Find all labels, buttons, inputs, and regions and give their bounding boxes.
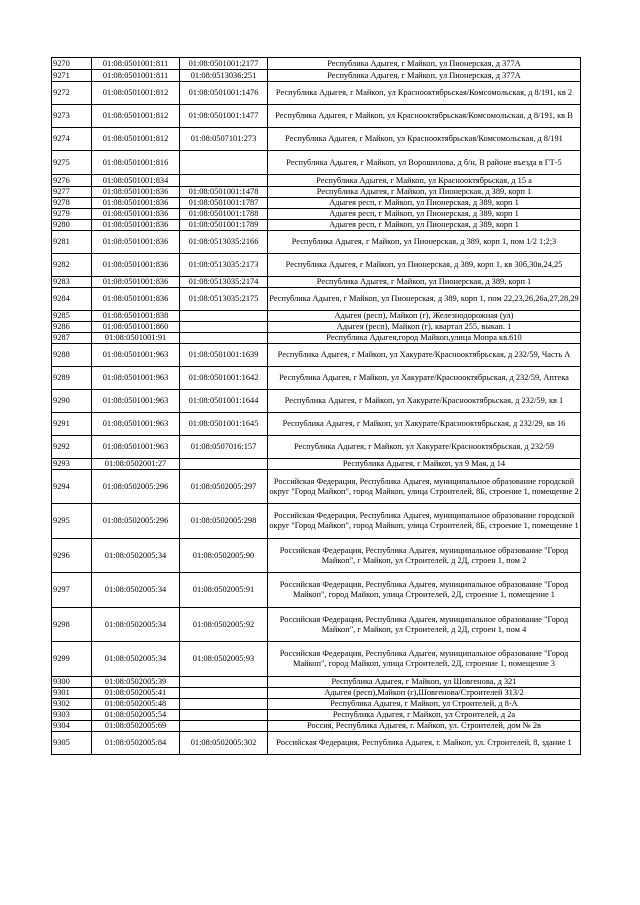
address-cell: Республика Адыгея, г Майкоп, ул Хакурате/Краснооктябрьская, д 232/59, Часть А <box>268 344 581 367</box>
address-cell: Адыгея респ, г Майкоп, ул Пионерская, д 389, корп 1 <box>268 209 581 220</box>
row-number-cell: 9277 <box>52 187 92 198</box>
cadastral-number-cell <box>180 688 268 699</box>
address-cell: Адыгея респ, г Майкоп, ул Пионерская, д 389, корп 1 <box>268 198 581 209</box>
table-row <box>52 413 581 436</box>
row-number-cell: 9273 <box>52 105 92 128</box>
table-row <box>52 175 581 187</box>
address-cell: Адыгея (респ), Майкоп (г), Железнодорожная (ул) <box>268 311 581 322</box>
table-row <box>52 367 581 390</box>
table-row <box>52 198 581 209</box>
table-row <box>52 322 581 333</box>
table-row <box>52 721 581 732</box>
quarter-number-cell: 01:08:0501001:836 <box>92 198 180 209</box>
row-number-cell: 9292 <box>52 436 92 459</box>
address-cell: Республика Адыгея, г Майкоп, ул Краснооктябрьская/Комсомольская, д 8/191, кв 2 <box>268 82 581 105</box>
cadastral-number-cell <box>180 333 268 344</box>
address-cell: Республика Адыгея, г Майкоп, ул Пионерская, д 389, корп 1, кв 30б,30в,24,25 <box>268 254 581 277</box>
table-row <box>52 459 581 470</box>
address-cell: Российская Федерация, Республика Адыгея, муниципальное образование "Город Майкоп", город Майкоп, улица Строителей, 2Д, строение 1, помещение 1 <box>268 573 581 608</box>
cadastral-number-cell: 01:08:0507101:273 <box>180 128 268 151</box>
quarter-number-cell: 01:08:0501001:963 <box>92 367 180 390</box>
quarter-number-cell: 01:08:0502001:27 <box>92 459 180 470</box>
table-row <box>52 220 581 231</box>
row-number-cell: 9285 <box>52 311 92 322</box>
address-cell: Республика Адыгея, г Майкоп, ул 9 Мая, д 14 <box>268 459 581 470</box>
row-number-cell: 9276 <box>52 175 92 187</box>
table-row <box>52 187 581 198</box>
cadastral-number-cell <box>180 175 268 187</box>
cadastral-number-cell: 01:08:0501001:1788 <box>180 209 268 220</box>
cadastral-number-cell: 01:08:0501001:1642 <box>180 367 268 390</box>
quarter-number-cell: 01:08:0501001:860 <box>92 322 180 333</box>
table-row <box>52 688 581 699</box>
table-row <box>52 710 581 721</box>
quarter-number-cell: 01:08:0502005:34 <box>92 539 180 573</box>
row-number-cell: 9270 <box>52 58 92 70</box>
register-table-sheet <box>51 57 580 755</box>
quarter-number-cell: 01:08:0501001:836 <box>92 187 180 198</box>
address-cell: Республика Адыгея, г Майкоп, ул Пионерская, д 389, корп 1 <box>268 187 581 198</box>
row-number-cell: 9299 <box>52 642 92 677</box>
address-cell: Республика Адыгея, г Майкоп, ул Пионерская, д 389, корп 1, пом 1/2 1;2;3 <box>268 231 581 254</box>
address-cell: Республика Адыгея, г Майкоп, ул Хакурате/Краснооктябрьская, д 232/59, кв 1 <box>268 390 581 413</box>
row-number-cell: 9303 <box>52 710 92 721</box>
cadastral-number-cell: 01:08:0513035:2166 <box>180 231 268 254</box>
cadastral-register-table <box>51 57 581 755</box>
cadastral-number-cell: 01:08:0502005:92 <box>180 608 268 642</box>
cadastral-number-cell: 01:08:0501001:1476 <box>180 82 268 105</box>
register-table-body <box>52 58 581 755</box>
row-number-cell: 9302 <box>52 699 92 710</box>
quarter-number-cell: 01:08:0501001:838 <box>92 311 180 322</box>
quarter-number-cell: 01:08:0501001:834 <box>92 175 180 187</box>
row-number-cell: 9296 <box>52 539 92 573</box>
row-number-cell: 9280 <box>52 220 92 231</box>
cadastral-number-cell: 01:08:0507016:157 <box>180 436 268 459</box>
address-cell: Адыгея респ, г Майкоп, ул Пионерская, д 389, корп 1 <box>268 220 581 231</box>
quarter-number-cell: 01:08:0501001:811 <box>92 70 180 82</box>
cadastral-number-cell: 01:08:0501001:1477 <box>180 105 268 128</box>
address-cell: Республика Адыгея, г Майкоп, ул Пионерская, д 377А <box>268 70 581 82</box>
table-row <box>52 254 581 277</box>
quarter-number-cell: 01:08:0501001:812 <box>92 128 180 151</box>
quarter-number-cell: 01:08:0502005:39 <box>92 677 180 688</box>
quarter-number-cell: 01:08:0501001:812 <box>92 105 180 128</box>
table-row <box>52 231 581 254</box>
cadastral-number-cell <box>180 311 268 322</box>
address-cell: Российская Федерация, Республика Адыгея, муниципальное образование городской округ "Город Майкоп", город Майкоп, улица Строителей, 8Б, строение 1, помещение 1 <box>268 504 581 539</box>
address-cell: Республика Адыгея, г Майкоп, ул Пионерская, д 389, корп 1 <box>268 277 581 288</box>
row-number-cell: 9291 <box>52 413 92 436</box>
address-cell: Республика Адыгея, г Майкоп, ул Строителей, д 2а <box>268 710 581 721</box>
cadastral-number-cell: 01:08:0501001:1644 <box>180 390 268 413</box>
quarter-number-cell: 01:08:0501001:963 <box>92 413 180 436</box>
row-number-cell: 9305 <box>52 732 92 755</box>
table-row <box>52 470 581 504</box>
cadastral-number-cell <box>180 677 268 688</box>
row-number-cell: 9284 <box>52 288 92 311</box>
row-number-cell: 9289 <box>52 367 92 390</box>
row-number-cell: 9293 <box>52 459 92 470</box>
cadastral-number-cell <box>180 151 268 175</box>
cadastral-number-cell: 01:08:0502005:298 <box>180 504 268 539</box>
address-cell: Республика Адыгея, г Майкоп, ул Шовгенова, д 321 <box>268 677 581 688</box>
row-number-cell: 9290 <box>52 390 92 413</box>
row-number-cell: 9279 <box>52 209 92 220</box>
table-row <box>52 344 581 367</box>
cadastral-number-cell: 01:08:0501001:1639 <box>180 344 268 367</box>
quarter-number-cell: 01:08:0502005:41 <box>92 688 180 699</box>
table-row <box>52 699 581 710</box>
address-cell: Республика Адыгея, г Майкоп, ул Строителей, д 8-А <box>268 699 581 710</box>
quarter-number-cell: 01:08:0501001:963 <box>92 390 180 413</box>
cadastral-number-cell: 01:08:0502005:297 <box>180 470 268 504</box>
quarter-number-cell: 01:08:0501001:836 <box>92 254 180 277</box>
row-number-cell: 9271 <box>52 70 92 82</box>
quarter-number-cell: 01:08:0501001:963 <box>92 436 180 459</box>
cadastral-number-cell: 01:08:0501001:1478 <box>180 187 268 198</box>
quarter-number-cell: 01:08:0502005:34 <box>92 573 180 608</box>
cadastral-number-cell <box>180 322 268 333</box>
address-cell: Россия, Республика Адыгея, г. Майкоп, ул. Строителей, дом № 2в <box>268 721 581 732</box>
row-number-cell: 9281 <box>52 231 92 254</box>
table-row <box>52 277 581 288</box>
quarter-number-cell: 01:08:0502005:296 <box>92 504 180 539</box>
cadastral-number-cell <box>180 710 268 721</box>
quarter-number-cell: 01:08:0501001:836 <box>92 231 180 254</box>
table-row <box>52 333 581 344</box>
table-row <box>52 105 581 128</box>
address-cell: Республика Адыгея, г Майкоп, ул Ворошилова, д б/н, В районе въезда в ГТ-5 <box>268 151 581 175</box>
quarter-number-cell: 01:08:0501001:836 <box>92 288 180 311</box>
row-number-cell: 9300 <box>52 677 92 688</box>
table-row <box>52 288 581 311</box>
row-number-cell: 9283 <box>52 277 92 288</box>
quarter-number-cell: 01:08:0501001:812 <box>92 82 180 105</box>
quarter-number-cell: 01:08:0502005:34 <box>92 642 180 677</box>
quarter-number-cell: 01:08:0502005:48 <box>92 699 180 710</box>
table-row <box>52 128 581 151</box>
row-number-cell: 9287 <box>52 333 92 344</box>
cadastral-number-cell: 01:08:0501001:1787 <box>180 198 268 209</box>
table-row <box>52 539 581 573</box>
row-number-cell: 9297 <box>52 573 92 608</box>
quarter-number-cell: 01:08:0501001:811 <box>92 58 180 70</box>
address-cell: Адыгея (респ), Майкоп (г), квартал 255, выкап. 1 <box>268 322 581 333</box>
address-cell: Российская Федерация, Республика Адыгея, муниципальное образование "Город Майкоп", г Майкоп, ул Строителей, д 2Д, строен 1, пом 2 <box>268 539 581 573</box>
quarter-number-cell: 01:08:0502005:84 <box>92 732 180 755</box>
row-number-cell: 9301 <box>52 688 92 699</box>
row-number-cell: 9294 <box>52 470 92 504</box>
address-cell: Республика Адыгея, г Майкоп, ул Пионерская, д 389, корп 1, пом 22,23,26,26а,27,28,29 <box>268 288 581 311</box>
address-cell: Республика Адыгея, г Майкоп, ул Пионерская, д 377А <box>268 58 581 70</box>
cadastral-number-cell: 01:08:0501001:2177 <box>180 58 268 70</box>
address-cell: Адыгея (респ),Майкоп (г),Шовгенова/Строителей 313/2 <box>268 688 581 699</box>
quarter-number-cell: 01:08:0501001:91 <box>92 333 180 344</box>
address-cell: Республика Адыгея, г Майкоп, ул Хакурате/Краснооктябрьская, д 232/59, Аптека <box>268 367 581 390</box>
cadastral-number-cell <box>180 699 268 710</box>
table-row <box>52 70 581 82</box>
row-number-cell: 9278 <box>52 198 92 209</box>
quarter-number-cell: 01:08:0501001:963 <box>92 344 180 367</box>
table-row <box>52 608 581 642</box>
table-row <box>52 58 581 70</box>
address-cell: Республика Адыгея,город Майкоп,улица Мопра кв.610 <box>268 333 581 344</box>
cadastral-number-cell: 01:08:0513035:2175 <box>180 288 268 311</box>
cadastral-number-cell: 01:08:0502005:93 <box>180 642 268 677</box>
row-number-cell: 9298 <box>52 608 92 642</box>
row-number-cell: 9274 <box>52 128 92 151</box>
address-cell: Республика Адыгея, г Майкоп, ул Хакурате/Краснооктябрьская, д 232/29, кв 16 <box>268 413 581 436</box>
row-number-cell: 9304 <box>52 721 92 732</box>
cadastral-number-cell: 01:08:0502005:90 <box>180 539 268 573</box>
address-cell: Республика Адыгея, г Майкоп, ул Краснооктябрьская/Комсомольская, д 8/191 <box>268 128 581 151</box>
address-cell: Республика Адыгея, г Майкоп, ул Хакурате/Краснооктябрьская, д 232/59 <box>268 436 581 459</box>
row-number-cell: 9286 <box>52 322 92 333</box>
table-row <box>52 82 581 105</box>
table-row <box>52 732 581 755</box>
quarter-number-cell: 01:08:0501001:836 <box>92 209 180 220</box>
cadastral-number-cell: 01:08:0501001:1645 <box>180 413 268 436</box>
table-row <box>52 390 581 413</box>
quarter-number-cell: 01:08:0502005:296 <box>92 470 180 504</box>
row-number-cell: 9282 <box>52 254 92 277</box>
address-cell: Российская Федерация, Республика Адыгея, муниципальное образование городской округ "Город Майкоп", город Майкоп, улица Строителей, 8Б, строение 1, помещение 2 <box>268 470 581 504</box>
table-row <box>52 436 581 459</box>
quarter-number-cell: 01:08:0502005:69 <box>92 721 180 732</box>
cadastral-number-cell: 01:08:0502005:91 <box>180 573 268 608</box>
quarter-number-cell: 01:08:0501001:836 <box>92 220 180 231</box>
cadastral-number-cell: 01:08:0501001:1789 <box>180 220 268 231</box>
address-cell: Республика Адыгея, г Майкоп, ул Краснооктябрьская, д 15 а <box>268 175 581 187</box>
table-row <box>52 151 581 175</box>
row-number-cell: 9272 <box>52 82 92 105</box>
cadastral-number-cell: 01:08:0513035:2174 <box>180 277 268 288</box>
table-row <box>52 504 581 539</box>
address-cell: Российская Федерация, Республика Адыгея, г. Майкоп, ул. Строителей, 8, здание 1 <box>268 732 581 755</box>
address-cell: Республика Адыгея, г Майкоп, ул Краснооктябрьская/Комсомольская, д 8/191, кв В <box>268 105 581 128</box>
cadastral-number-cell <box>180 721 268 732</box>
row-number-cell: 9295 <box>52 504 92 539</box>
table-row <box>52 311 581 322</box>
address-cell: Российская Федерация, Республика Адыгея, муниципальное образование "Город Майкоп", город Майкоп, улица Строителей, 2Д, строение 1, помещение 3 <box>268 642 581 677</box>
row-number-cell: 9275 <box>52 151 92 175</box>
quarter-number-cell: 01:08:0502005:54 <box>92 710 180 721</box>
quarter-number-cell: 01:08:0501001:816 <box>92 151 180 175</box>
quarter-number-cell: 01:08:0502005:34 <box>92 608 180 642</box>
cadastral-number-cell <box>180 459 268 470</box>
cadastral-number-cell: 01:08:0513036:251 <box>180 70 268 82</box>
row-number-cell: 9288 <box>52 344 92 367</box>
cadastral-number-cell: 01:08:0513035:2173 <box>180 254 268 277</box>
cadastral-number-cell: 01:08:0502005:302 <box>180 732 268 755</box>
quarter-number-cell: 01:08:0501001:836 <box>92 277 180 288</box>
table-row <box>52 677 581 688</box>
table-row <box>52 642 581 677</box>
table-row <box>52 573 581 608</box>
address-cell: Российская Федерация, Республика Адыгея, муниципальное образование "Город Майкоп", г Майкоп, ул Строителей, д 2Д, строен 1, пом 4 <box>268 608 581 642</box>
table-row <box>52 209 581 220</box>
